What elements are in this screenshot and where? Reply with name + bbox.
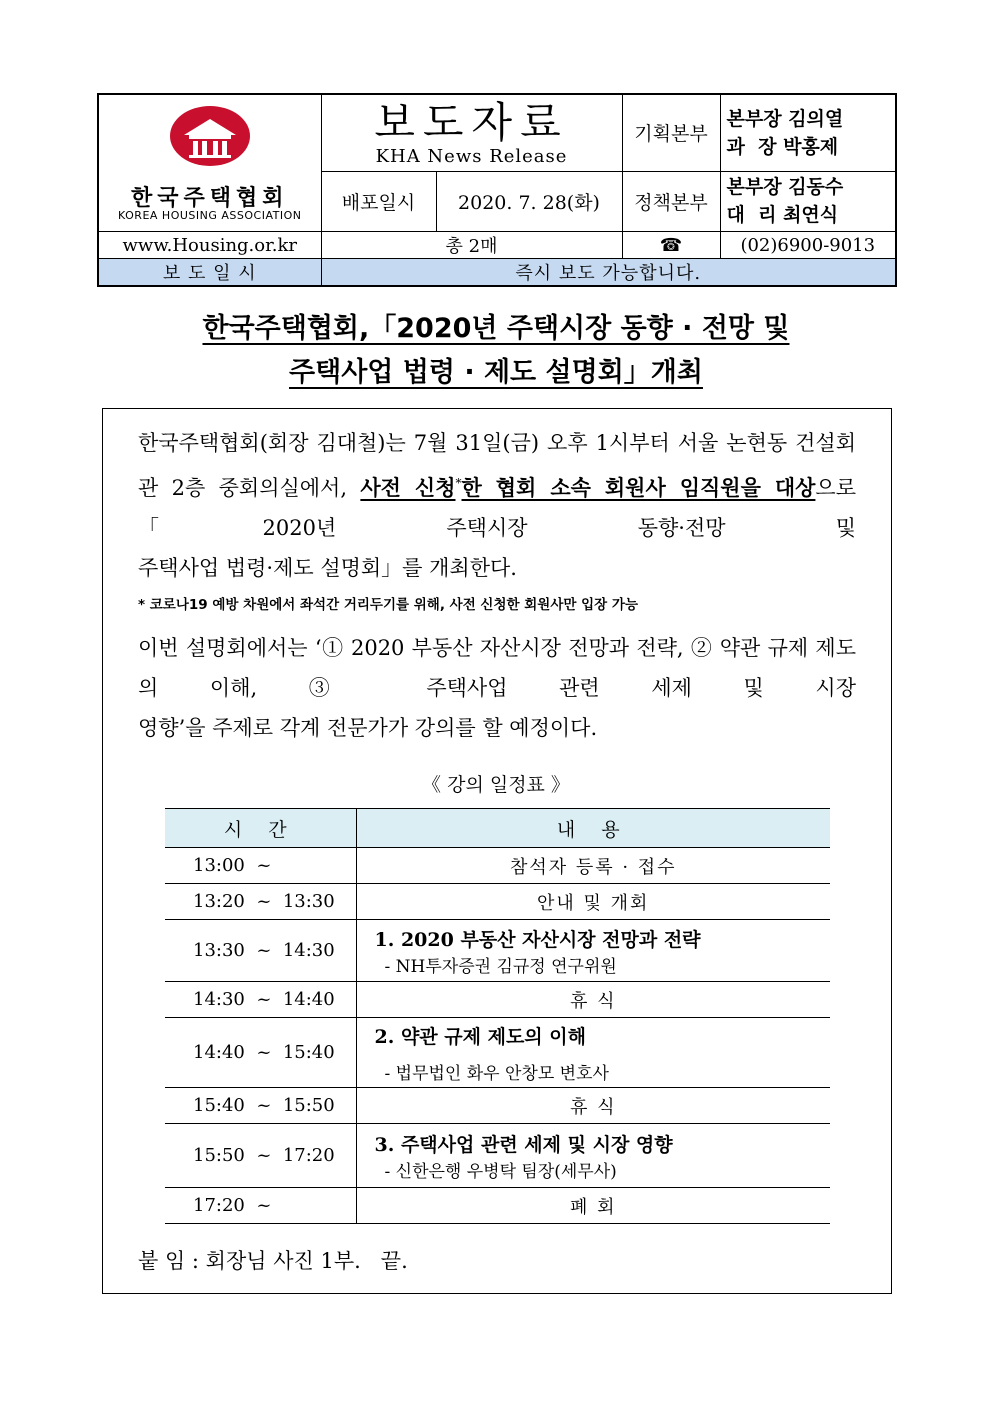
row-time: 13:30 ~ 14:30 <box>165 920 356 982</box>
contact-name: 대 리 최연식 <box>726 204 839 227</box>
contact-name: 과 장 박홍제 <box>726 135 839 158</box>
lecture-title: 1. 2020 부동산 자산시장 전망과 전략 <box>374 928 701 951</box>
phone-number: (02)6900-9013 <box>720 232 896 259</box>
row-time: 14:30 ~ 14:40 <box>165 982 356 1018</box>
lecture-speaker: - 신한은행 우병탁 팀장(세무사) <box>384 1161 617 1182</box>
headline-line2: 주택사업 법령 · 제도 설명회」개최 <box>289 357 703 388</box>
phone-icon: ☎ <box>622 232 720 259</box>
table-row <box>165 1088 830 1124</box>
logo-block <box>98 94 321 232</box>
row-content <box>356 920 830 982</box>
dist-date: 2020. 7. 28(화) <box>436 171 622 231</box>
p1-last-line: 주택사업 법령·제도 설명회」를 개최한다. <box>138 556 517 580</box>
schedule-table <box>165 808 830 1224</box>
row-content: 참석자 등록 · 접수 <box>356 848 830 884</box>
col-time-header: 시 간 <box>165 809 356 848</box>
row-time: 15:50 ~ 17:20 <box>165 1124 356 1188</box>
table-row <box>165 1188 830 1224</box>
row-content: 폐 회 <box>356 1188 830 1224</box>
table-row <box>165 1124 830 1188</box>
lecture-speaker: - NH투자증권 김규정 연구위원 <box>384 956 617 977</box>
row-time: 17:20 ~ <box>165 1188 356 1224</box>
header-table <box>97 93 897 287</box>
lecture-title: 3. 주택사업 관련 세제 및 시장 영향 <box>374 1133 673 1156</box>
lecture-speaker: - 법무법인 화우 안창모 변호사 <box>384 1063 609 1084</box>
row-content: 휴 식 <box>356 982 830 1018</box>
table-row <box>165 982 830 1018</box>
row-time: 14:40 ~ 15:40 <box>165 1018 356 1088</box>
p2-last-line: 영향’을 주제로 각계 전문가가 강의를 할 예정이다. <box>138 716 598 740</box>
report-value: 즉시 보도 가능합니다. <box>321 259 896 287</box>
dept-planning: 기획본부 <box>622 94 720 171</box>
row-time: 13:00 ~ <box>165 848 356 884</box>
row-content: 휴 식 <box>356 1088 830 1124</box>
association-logo-icon <box>169 105 251 167</box>
p1-text-b: 으로「2020년 주택시장 동향·전망 및 <box>138 476 856 540</box>
table-row <box>165 848 830 884</box>
dist-label: 배포일시 <box>321 171 436 231</box>
org-name-ko: 한국주택협회 <box>130 186 289 211</box>
doc-title: 보도자료 <box>374 97 569 147</box>
paragraph-2 <box>138 628 856 748</box>
attachment-footer: 붙 임 : 회장님 사진 1부. 끝. <box>138 1249 408 1273</box>
row-content: 안내 및 개회 <box>356 884 830 920</box>
dept-planning-contacts <box>720 94 896 171</box>
row-content <box>356 1018 830 1088</box>
p1-asterisk: * <box>455 476 462 490</box>
row-time: 15:40 ~ 15:50 <box>165 1088 356 1124</box>
row-time: 13:20 ~ 13:30 <box>165 884 356 920</box>
page-count: 총 2매 <box>321 232 622 259</box>
col-content-header: 내 용 <box>356 809 830 848</box>
p2-text: 이번 설명회에서는 ‘① 2020 부동산 자산시장 전망과 전략, ② 약관 규제 제도의 이해, ③ 주택사업 관련 세제 및 시장 <box>138 636 856 700</box>
p1-underline-2: 한 협회 소속 회원사 임직원을 대상 <box>461 475 816 500</box>
p1-text: 한국주택협회(회장 김대철)는 7월 31일(금) 오후 1시부터 서울 논현동 건설회관 2층 중회의실에서, <box>138 431 856 500</box>
contact-name: 본부장 김동수 <box>726 176 844 199</box>
p1-underline-1: 사전 신청 <box>360 475 456 500</box>
table-row <box>165 884 830 920</box>
org-name-en: KOREA HOUSING ASSOCIATION <box>118 209 302 222</box>
title-cell <box>321 94 622 171</box>
schedule-title: 《 강의 일정표 》 <box>422 774 570 796</box>
doc-subtitle: KHA News Release <box>375 145 568 167</box>
note: * 코로나19 예방 차원에서 좌석간 거리두기를 위해, 사전 신청한 회원사만 입장 가능 <box>138 597 638 613</box>
dept-policy: 정책본부 <box>622 171 720 231</box>
table-row <box>165 1018 830 1088</box>
website: www.Housing.or.kr <box>98 232 321 259</box>
report-label: 보 도 일 시 <box>98 259 321 287</box>
row-content <box>356 1124 830 1188</box>
dept-policy-contacts <box>720 171 896 231</box>
table-row <box>165 920 830 982</box>
lecture-title: 2. 약관 규제 제도의 이해 <box>374 1025 586 1048</box>
headline-line1: 한국주택협회,「2020년 주택시장 동향 · 전망 및 <box>202 313 790 344</box>
paragraph-1 <box>138 423 856 588</box>
contact-name: 본부장 김의열 <box>726 107 844 130</box>
